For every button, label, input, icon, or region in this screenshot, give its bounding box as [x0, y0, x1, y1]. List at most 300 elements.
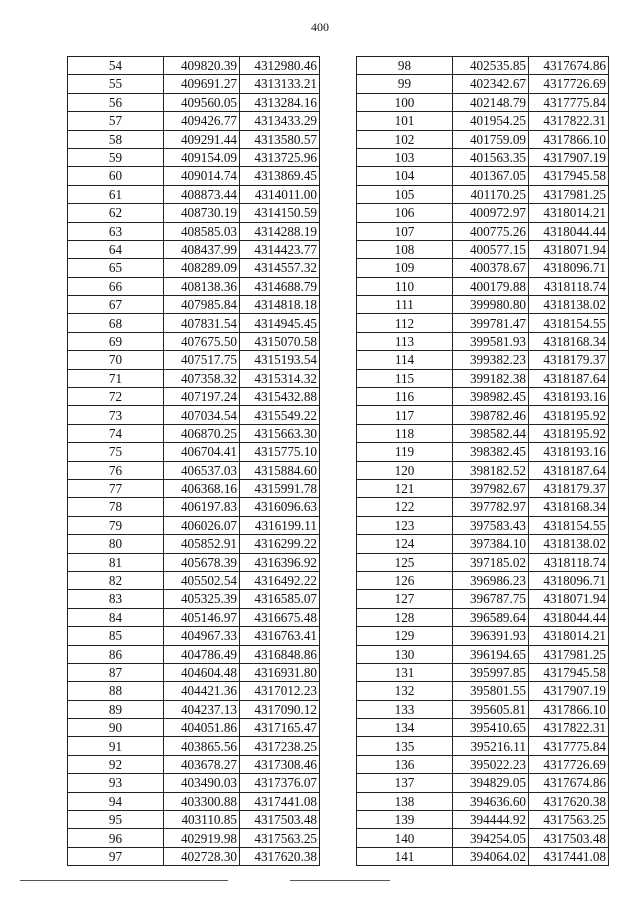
y-coordinate-cell: 4318195.92	[529, 406, 609, 424]
table-row	[68, 737, 320, 755]
x-coordinate-cell: 409426.77	[164, 112, 240, 130]
point-number-cell: 86	[68, 645, 164, 663]
point-number-cell: 96	[68, 829, 164, 847]
y-coordinate-cell: 4318154.55	[529, 516, 609, 534]
x-coordinate-cell: 404604.48	[164, 663, 240, 681]
x-coordinate-cell: 399581.93	[453, 332, 529, 350]
table-row	[68, 608, 320, 626]
table-row	[357, 755, 609, 773]
table-row	[357, 424, 609, 442]
table-row	[68, 571, 320, 589]
table-row	[68, 663, 320, 681]
point-number-cell: 69	[68, 332, 164, 350]
x-coordinate-cell: 398782.46	[453, 406, 529, 424]
y-coordinate-cell: 4313725.96	[240, 148, 320, 166]
table-row	[357, 682, 609, 700]
y-coordinate-cell: 4318014.21	[529, 204, 609, 222]
x-coordinate-cell: 407358.32	[164, 369, 240, 387]
table-row	[68, 332, 320, 350]
table-row	[357, 535, 609, 553]
table-row	[68, 185, 320, 203]
point-number-cell: 81	[68, 553, 164, 571]
point-number-cell: 56	[68, 93, 164, 111]
point-number-cell: 123	[357, 516, 453, 534]
point-number-cell: 77	[68, 479, 164, 497]
table-row	[68, 351, 320, 369]
table-row	[68, 93, 320, 111]
table-row	[357, 608, 609, 626]
coordinates-table-right	[356, 56, 609, 866]
point-number-cell: 130	[357, 645, 453, 663]
x-coordinate-cell: 403865.56	[164, 737, 240, 755]
table-row	[68, 479, 320, 497]
y-coordinate-cell: 4318179.37	[529, 479, 609, 497]
table-row	[68, 112, 320, 130]
table-row	[68, 498, 320, 516]
x-coordinate-cell: 402535.85	[453, 57, 529, 75]
x-coordinate-cell: 399781.47	[453, 314, 529, 332]
x-coordinate-cell: 403110.85	[164, 811, 240, 829]
x-coordinate-cell: 397583.43	[453, 516, 529, 534]
table-row	[68, 792, 320, 810]
y-coordinate-cell: 4317822.31	[529, 112, 609, 130]
x-coordinate-cell: 395801.55	[453, 682, 529, 700]
x-coordinate-cell: 397782.97	[453, 498, 529, 516]
x-coordinate-cell: 404421.36	[164, 682, 240, 700]
point-number-cell: 107	[357, 222, 453, 240]
y-coordinate-cell: 4316931.80	[240, 663, 320, 681]
table-row	[68, 461, 320, 479]
point-number-cell: 54	[68, 57, 164, 75]
x-coordinate-cell: 407675.50	[164, 332, 240, 350]
x-coordinate-cell: 398982.45	[453, 388, 529, 406]
y-coordinate-cell: 4314557.32	[240, 259, 320, 277]
point-number-cell: 133	[357, 700, 453, 718]
table-row	[357, 406, 609, 424]
x-coordinate-cell: 401367.05	[453, 167, 529, 185]
point-number-cell: 72	[68, 388, 164, 406]
point-number-cell: 83	[68, 590, 164, 608]
x-coordinate-cell: 409291.44	[164, 130, 240, 148]
table-row	[68, 148, 320, 166]
table-row	[357, 93, 609, 111]
x-coordinate-cell: 401563.35	[453, 148, 529, 166]
y-coordinate-cell: 4317775.84	[529, 93, 609, 111]
table-row	[357, 369, 609, 387]
y-coordinate-cell: 4318096.71	[529, 259, 609, 277]
y-coordinate-cell: 4316492.22	[240, 571, 320, 589]
y-coordinate-cell: 4317308.46	[240, 755, 320, 773]
point-number-cell: 131	[357, 663, 453, 681]
table-row	[357, 167, 609, 185]
coordinates-table-left	[67, 56, 320, 866]
point-number-cell: 94	[68, 792, 164, 810]
y-coordinate-cell: 4313580.57	[240, 130, 320, 148]
table-row	[68, 296, 320, 314]
table-body-left	[68, 57, 320, 866]
y-coordinate-cell: 4316096.63	[240, 498, 320, 516]
table-row	[357, 847, 609, 865]
table-row	[357, 296, 609, 314]
y-coordinate-cell: 4317945.58	[529, 167, 609, 185]
y-coordinate-cell: 4315663.30	[240, 424, 320, 442]
x-coordinate-cell: 407831.54	[164, 314, 240, 332]
y-coordinate-cell: 4317012.23	[240, 682, 320, 700]
point-number-cell: 89	[68, 700, 164, 718]
x-coordinate-cell: 406704.41	[164, 443, 240, 461]
point-number-cell: 80	[68, 535, 164, 553]
y-coordinate-cell: 4314150.59	[240, 204, 320, 222]
point-number-cell: 70	[68, 351, 164, 369]
y-coordinate-cell: 4317866.10	[529, 700, 609, 718]
x-coordinate-cell: 400378.67	[453, 259, 529, 277]
table-row	[357, 185, 609, 203]
y-coordinate-cell: 4316848.86	[240, 645, 320, 663]
y-coordinate-cell: 4314818.18	[240, 296, 320, 314]
point-number-cell: 61	[68, 185, 164, 203]
point-number-cell: 78	[68, 498, 164, 516]
point-number-cell: 115	[357, 369, 453, 387]
table-row	[357, 627, 609, 645]
x-coordinate-cell: 406537.03	[164, 461, 240, 479]
point-number-cell: 140	[357, 829, 453, 847]
table-row	[68, 277, 320, 295]
y-coordinate-cell: 4317945.58	[529, 663, 609, 681]
point-number-cell: 136	[357, 755, 453, 773]
x-coordinate-cell: 397384.10	[453, 535, 529, 553]
x-coordinate-cell: 409154.09	[164, 148, 240, 166]
x-coordinate-cell: 400577.15	[453, 240, 529, 258]
table-row	[357, 774, 609, 792]
point-number-cell: 138	[357, 792, 453, 810]
x-coordinate-cell: 394064.02	[453, 847, 529, 865]
table-row	[68, 535, 320, 553]
y-coordinate-cell: 4316299.22	[240, 535, 320, 553]
x-coordinate-cell: 409820.39	[164, 57, 240, 75]
x-coordinate-cell: 394444.92	[453, 811, 529, 829]
y-coordinate-cell: 4313133.21	[240, 75, 320, 93]
y-coordinate-cell: 4315775.10	[240, 443, 320, 461]
x-coordinate-cell: 402342.67	[453, 75, 529, 93]
x-coordinate-cell: 395605.81	[453, 700, 529, 718]
point-number-cell: 95	[68, 811, 164, 829]
point-number-cell: 139	[357, 811, 453, 829]
table-row	[68, 369, 320, 387]
x-coordinate-cell: 409014.74	[164, 167, 240, 185]
point-number-cell: 75	[68, 443, 164, 461]
table-row	[68, 719, 320, 737]
point-number-cell: 125	[357, 553, 453, 571]
table-row	[68, 829, 320, 847]
y-coordinate-cell: 4314688.79	[240, 277, 320, 295]
x-coordinate-cell: 401170.25	[453, 185, 529, 203]
y-coordinate-cell: 4318044.44	[529, 222, 609, 240]
x-coordinate-cell: 396391.93	[453, 627, 529, 645]
x-coordinate-cell: 398382.45	[453, 443, 529, 461]
y-coordinate-cell: 4318179.37	[529, 351, 609, 369]
table-row	[357, 479, 609, 497]
table-row	[68, 682, 320, 700]
y-coordinate-cell: 4318096.71	[529, 571, 609, 589]
y-coordinate-cell: 4318187.64	[529, 369, 609, 387]
y-coordinate-cell: 4313869.45	[240, 167, 320, 185]
y-coordinate-cell: 4317907.19	[529, 148, 609, 166]
x-coordinate-cell: 398582.44	[453, 424, 529, 442]
y-coordinate-cell: 4315432.88	[240, 388, 320, 406]
x-coordinate-cell: 399382.23	[453, 351, 529, 369]
y-coordinate-cell: 4317441.08	[240, 792, 320, 810]
point-number-cell: 106	[357, 204, 453, 222]
y-coordinate-cell: 4318118.74	[529, 277, 609, 295]
y-coordinate-cell: 4317090.12	[240, 700, 320, 718]
point-number-cell: 99	[357, 75, 453, 93]
point-number-cell: 117	[357, 406, 453, 424]
x-coordinate-cell: 402919.98	[164, 829, 240, 847]
table-row	[357, 332, 609, 350]
point-number-cell: 87	[68, 663, 164, 681]
y-coordinate-cell: 4313284.16	[240, 93, 320, 111]
y-coordinate-cell: 4316763.41	[240, 627, 320, 645]
point-number-cell: 68	[68, 314, 164, 332]
point-number-cell: 120	[357, 461, 453, 479]
point-number-cell: 62	[68, 204, 164, 222]
x-coordinate-cell: 409560.05	[164, 93, 240, 111]
table-row	[68, 553, 320, 571]
y-coordinate-cell: 4317441.08	[529, 847, 609, 865]
table-row	[68, 130, 320, 148]
x-coordinate-cell: 402728.30	[164, 847, 240, 865]
table-row	[357, 388, 609, 406]
point-number-cell: 79	[68, 516, 164, 534]
x-coordinate-cell: 395997.85	[453, 663, 529, 681]
table-row	[68, 627, 320, 645]
y-coordinate-cell: 4317907.19	[529, 682, 609, 700]
x-coordinate-cell: 409691.27	[164, 75, 240, 93]
y-coordinate-cell: 4318193.16	[529, 388, 609, 406]
table-body-right	[357, 57, 609, 866]
y-coordinate-cell: 4318168.34	[529, 332, 609, 350]
point-number-cell: 84	[68, 608, 164, 626]
y-coordinate-cell: 4315991.78	[240, 479, 320, 497]
point-number-cell: 129	[357, 627, 453, 645]
x-coordinate-cell: 408873.44	[164, 185, 240, 203]
point-number-cell: 141	[357, 847, 453, 865]
y-coordinate-cell: 4313433.29	[240, 112, 320, 130]
y-coordinate-cell: 4317866.10	[529, 130, 609, 148]
x-coordinate-cell: 398182.52	[453, 461, 529, 479]
x-coordinate-cell: 408138.36	[164, 277, 240, 295]
x-coordinate-cell: 408585.03	[164, 222, 240, 240]
footer-line-left	[20, 880, 228, 881]
table-row	[68, 645, 320, 663]
point-number-cell: 103	[357, 148, 453, 166]
table-row	[68, 590, 320, 608]
point-number-cell: 108	[357, 240, 453, 258]
table-row	[68, 700, 320, 718]
point-number-cell: 57	[68, 112, 164, 130]
y-coordinate-cell: 4318071.94	[529, 240, 609, 258]
table-row	[357, 259, 609, 277]
y-coordinate-cell: 4317822.31	[529, 719, 609, 737]
table-row	[357, 792, 609, 810]
point-number-cell: 85	[68, 627, 164, 645]
y-coordinate-cell: 4317165.47	[240, 719, 320, 737]
table-row	[357, 645, 609, 663]
point-number-cell: 59	[68, 148, 164, 166]
y-coordinate-cell: 4317674.86	[529, 57, 609, 75]
table-row	[68, 259, 320, 277]
point-number-cell: 55	[68, 75, 164, 93]
x-coordinate-cell: 405325.39	[164, 590, 240, 608]
point-number-cell: 127	[357, 590, 453, 608]
point-number-cell: 132	[357, 682, 453, 700]
x-coordinate-cell: 407985.84	[164, 296, 240, 314]
table-row	[357, 811, 609, 829]
y-coordinate-cell: 4318138.02	[529, 535, 609, 553]
point-number-cell: 111	[357, 296, 453, 314]
y-coordinate-cell: 4317620.38	[529, 792, 609, 810]
x-coordinate-cell: 406368.16	[164, 479, 240, 497]
y-coordinate-cell: 4314423.77	[240, 240, 320, 258]
table-row	[68, 57, 320, 75]
point-number-cell: 66	[68, 277, 164, 295]
x-coordinate-cell: 400179.88	[453, 277, 529, 295]
y-coordinate-cell: 4318187.64	[529, 461, 609, 479]
table-row	[357, 204, 609, 222]
y-coordinate-cell: 4315884.60	[240, 461, 320, 479]
x-coordinate-cell: 401759.09	[453, 130, 529, 148]
table-row	[357, 222, 609, 240]
table-row	[357, 571, 609, 589]
point-number-cell: 67	[68, 296, 164, 314]
point-number-cell: 114	[357, 351, 453, 369]
x-coordinate-cell: 394829.05	[453, 774, 529, 792]
point-number-cell: 71	[68, 369, 164, 387]
point-number-cell: 109	[357, 259, 453, 277]
x-coordinate-cell: 407517.75	[164, 351, 240, 369]
table-row	[357, 498, 609, 516]
point-number-cell: 112	[357, 314, 453, 332]
y-coordinate-cell: 4316675.48	[240, 608, 320, 626]
table-row	[68, 167, 320, 185]
y-coordinate-cell: 4317726.69	[529, 75, 609, 93]
point-number-cell: 100	[357, 93, 453, 111]
y-coordinate-cell: 4317238.25	[240, 737, 320, 755]
y-coordinate-cell: 4317620.38	[240, 847, 320, 865]
point-number-cell: 63	[68, 222, 164, 240]
point-number-cell: 113	[357, 332, 453, 350]
x-coordinate-cell: 407197.24	[164, 388, 240, 406]
point-number-cell: 64	[68, 240, 164, 258]
table-row	[68, 204, 320, 222]
x-coordinate-cell: 404967.33	[164, 627, 240, 645]
table-row	[68, 314, 320, 332]
table-row	[357, 240, 609, 258]
x-coordinate-cell: 404237.13	[164, 700, 240, 718]
table-row	[357, 148, 609, 166]
x-coordinate-cell: 406026.07	[164, 516, 240, 534]
table-row	[68, 774, 320, 792]
point-number-cell: 88	[68, 682, 164, 700]
table-row	[357, 351, 609, 369]
table-row	[357, 112, 609, 130]
table-row	[357, 461, 609, 479]
x-coordinate-cell: 399980.80	[453, 296, 529, 314]
x-coordinate-cell: 403490.03	[164, 774, 240, 792]
x-coordinate-cell: 394254.05	[453, 829, 529, 847]
table-row	[357, 553, 609, 571]
x-coordinate-cell: 403300.88	[164, 792, 240, 810]
x-coordinate-cell: 405502.54	[164, 571, 240, 589]
x-coordinate-cell: 397185.02	[453, 553, 529, 571]
table-row	[357, 737, 609, 755]
x-coordinate-cell: 396589.64	[453, 608, 529, 626]
x-coordinate-cell: 408437.99	[164, 240, 240, 258]
table-row	[357, 829, 609, 847]
point-number-cell: 105	[357, 185, 453, 203]
table-row	[68, 516, 320, 534]
table-row	[357, 277, 609, 295]
x-coordinate-cell: 405678.39	[164, 553, 240, 571]
y-coordinate-cell: 4317503.48	[240, 811, 320, 829]
y-coordinate-cell: 4315314.32	[240, 369, 320, 387]
y-coordinate-cell: 4314945.45	[240, 314, 320, 332]
y-coordinate-cell: 4318044.44	[529, 608, 609, 626]
point-number-cell: 92	[68, 755, 164, 773]
point-number-cell: 110	[357, 277, 453, 295]
point-number-cell: 60	[68, 167, 164, 185]
point-number-cell: 91	[68, 737, 164, 755]
x-coordinate-cell: 406197.83	[164, 498, 240, 516]
x-coordinate-cell: 395022.23	[453, 755, 529, 773]
y-coordinate-cell: 4315070.58	[240, 332, 320, 350]
page-number: 400	[311, 20, 329, 34]
y-coordinate-cell: 4316199.11	[240, 516, 320, 534]
point-number-cell: 98	[357, 57, 453, 75]
x-coordinate-cell: 400972.97	[453, 204, 529, 222]
y-coordinate-cell: 4315193.54	[240, 351, 320, 369]
point-number-cell: 101	[357, 112, 453, 130]
y-coordinate-cell: 4318168.34	[529, 498, 609, 516]
table-row	[357, 314, 609, 332]
point-number-cell: 124	[357, 535, 453, 553]
y-coordinate-cell: 4318014.21	[529, 627, 609, 645]
x-coordinate-cell: 404051.86	[164, 719, 240, 737]
x-coordinate-cell: 395216.11	[453, 737, 529, 755]
y-coordinate-cell: 4317503.48	[529, 829, 609, 847]
y-coordinate-cell: 4318071.94	[529, 590, 609, 608]
point-number-cell: 121	[357, 479, 453, 497]
table-row	[357, 516, 609, 534]
y-coordinate-cell: 4316396.92	[240, 553, 320, 571]
point-number-cell: 135	[357, 737, 453, 755]
y-coordinate-cell: 4318118.74	[529, 553, 609, 571]
x-coordinate-cell: 396787.75	[453, 590, 529, 608]
point-number-cell: 104	[357, 167, 453, 185]
table-row	[68, 443, 320, 461]
x-coordinate-cell: 396194.65	[453, 645, 529, 663]
x-coordinate-cell: 399182.38	[453, 369, 529, 387]
point-number-cell: 118	[357, 424, 453, 442]
table-row	[68, 75, 320, 93]
x-coordinate-cell: 395410.65	[453, 719, 529, 737]
table-row	[68, 406, 320, 424]
y-coordinate-cell: 4317563.25	[240, 829, 320, 847]
point-number-cell: 119	[357, 443, 453, 461]
x-coordinate-cell: 406870.25	[164, 424, 240, 442]
table-row	[357, 590, 609, 608]
point-number-cell: 58	[68, 130, 164, 148]
